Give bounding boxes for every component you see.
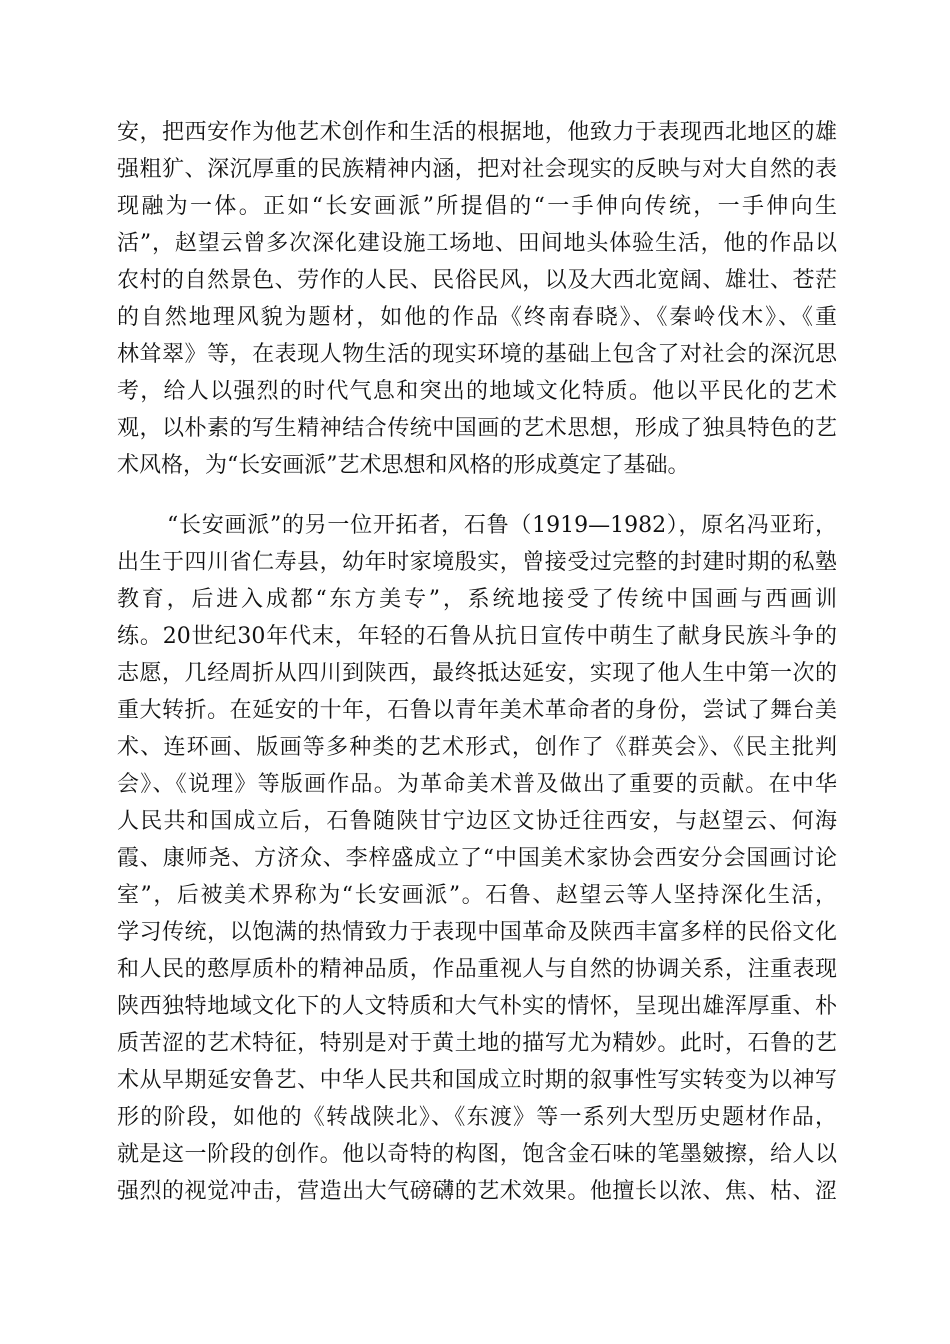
text-line: 霞、康师尧、方济众、李梓盛成立了“中国美术家协会西安分会国画讨论 xyxy=(117,846,837,871)
text-line: 农村的自然景色、劳作的人民、民俗民风，以及大西北宽阔、雄壮、苍茫 xyxy=(117,268,837,293)
text-line: 就是这一阶段的创作。他以奇特的构图，饱含金石味的笔墨皴擦，给人以 xyxy=(117,1142,837,1167)
text-line: 考，给人以强烈的时代气息和突出的地域文化特质。他以平民化的艺术 xyxy=(117,379,837,404)
text-line: 形的阶段，如他的《转战陕北》、《东渡》等一系列大型历史题材作品， xyxy=(117,1105,837,1130)
text-line: 出生于四川省仁寿县，幼年时家境殷实，曾接受过完整的封建时期的私塾 xyxy=(117,550,837,575)
text-line: 林耸翠》等，在表现人物生活的现实环境的基础上包含了对社会的深沉思 xyxy=(117,342,837,367)
text-line: 现融为一体。正如“长安画派”所提倡的“一手伸向传统，一手伸向生 xyxy=(117,194,837,219)
text-line: 学习传统，以饱满的热情致力于表现中国革命及陕西丰富多样的民俗文化 xyxy=(117,920,837,945)
text-line: 术从早期延安鲁艺、中华人民共和国成立时期的叙事性写实转变为以神写 xyxy=(117,1068,837,1093)
text-line: 强烈的视觉冲击，营造出大气磅礴的艺术效果。他擅长以浓、焦、枯、涩 xyxy=(117,1179,837,1204)
text-line: 会》、《说理》等版画作品。为革命美术普及做出了重要的贡献。在中华 xyxy=(117,772,837,797)
text-line: 活”，赵望云曾多次深化建设施工场地、田间地头体验生活，他的作品以 xyxy=(117,231,837,256)
text-line: 练。20世纪30年代末，年轻的石鲁从抗日宣传中萌生了献身民族斗争的 xyxy=(117,624,837,649)
text-line: 陕西独特地域文化下的人文特质和大气朴实的情怀，呈现出雄浑厚重、朴 xyxy=(117,994,837,1019)
text-line: “长安画派”的另一位开拓者，石鲁（1919—1982），原名冯亚珩， xyxy=(167,513,837,538)
text-line: 室”，后被美术界称为“长安画派”。石鲁、赵望云等人坚持深化生活， xyxy=(117,883,837,908)
text-line: 术风格，为“长安画派”艺术思想和风格的形成奠定了基础。 xyxy=(117,453,690,478)
text-line: 和人民的憨厚质朴的精神品质，作品重视人与自然的协调关系，注重表现 xyxy=(117,957,837,982)
text-line: 安，把西安作为他艺术创作和生活的根据地，他致力于表现西北地区的雄 xyxy=(117,120,837,145)
text-line: 观，以朴素的写生精神结合传统中国画的艺术思想，形成了独具特色的艺 xyxy=(117,416,837,441)
text-line: 强粗犷、深沉厚重的民族精神内涵，把对社会现实的反映与对大自然的表 xyxy=(117,157,837,182)
text-line: 人民共和国成立后，石鲁随陕甘宁边区文协迁往西安，与赵望云、何海 xyxy=(117,809,837,834)
text-line: 术、连环画、版画等多种类的艺术形式，创作了《群英会》、《民主批判 xyxy=(117,735,837,760)
text-line: 教育，后进入成都“东方美专”，系统地接受了传统中国画与西画训 xyxy=(117,587,837,612)
text-line: 的自然地理风貌为题材，如他的作品《终南春晓》、《秦岭伐木》、《重 xyxy=(117,305,837,330)
text-line: 志愿，几经周折从四川到陕西，最终抵达延安，实现了他人生中第一次的 xyxy=(117,661,837,686)
text-line: 重大转折。在延安的十年，石鲁以青年美术革命者的身份，尝试了舞台美 xyxy=(117,698,837,723)
text-line: 质苦涩的艺术特征，特别是对于黄土地的描写尤为精妙。此时，石鲁的艺 xyxy=(117,1031,837,1056)
